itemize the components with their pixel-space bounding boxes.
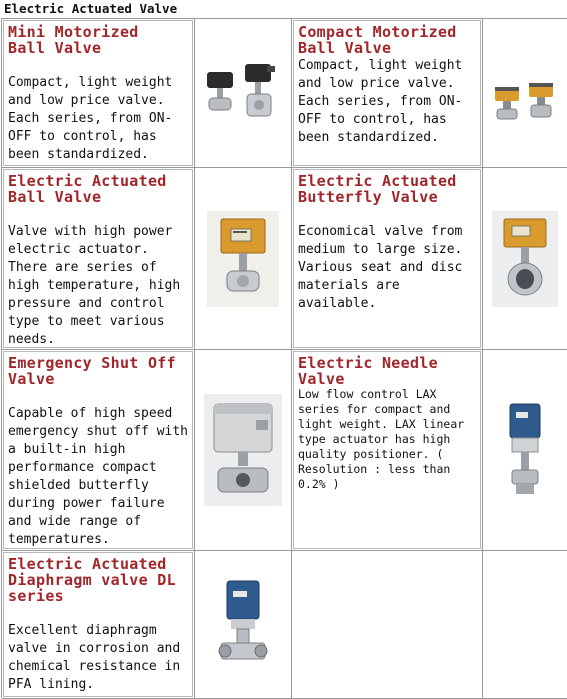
empty-cell xyxy=(292,551,483,699)
product-cell-electric-needle-valve xyxy=(292,350,483,551)
needle-valve-image xyxy=(500,400,550,500)
product-cell-compact-motorized-ball-valve xyxy=(292,19,483,168)
compact-ball-valve-image xyxy=(491,81,559,125)
product-title: Electric Actuated Diaphragm valve DL series xyxy=(8,555,176,605)
butterfly-valve-image xyxy=(492,211,558,307)
empty-cell xyxy=(483,551,567,699)
product-image-cell xyxy=(195,350,292,551)
product-description: Excellent diaphragm valve in corrosion and chemical resistance in PFA lining. xyxy=(8,623,181,692)
product-title: Compact Motorized Ball Valve xyxy=(298,23,457,57)
product-image-cell xyxy=(483,19,567,168)
product-image-cell xyxy=(195,19,292,168)
product-image-cell xyxy=(195,551,292,699)
product-image-cell xyxy=(483,350,567,551)
product-title: Electric Actuated Butterfly Valve xyxy=(298,172,457,206)
product-cell-emergency-shut-off-valve xyxy=(2,350,195,551)
product-description: Low flow control LAX series for compact and light weight. LAX linear type actuator has high quality positioner. ( Resolution : less than 0.2% ) xyxy=(298,387,465,491)
product-cell-mini-motorized-ball-valve xyxy=(2,19,195,168)
product-title: Electric Actuated Ball Valve xyxy=(8,172,167,206)
product-description: Compact, light weight and low price valve. Each series, from ON-OFF to control, has been standardized. xyxy=(8,75,173,162)
product-title: Electric Needle Valve xyxy=(298,354,438,388)
product-table xyxy=(1,18,567,698)
shut-off-valve-image xyxy=(204,394,282,506)
product-description: Compact, light weight and low price valve. Each series, from ON-OFF to control, has been standardized. xyxy=(298,58,463,145)
product-description: Capable of high speed emergency shut off with a built-in high performance compact shielded butterfly during power failure and wide range of temperatures. xyxy=(8,406,189,547)
product-description: Economical valve from medium to large size. Various seat and disc materials are available. xyxy=(298,224,463,311)
product-image-cell xyxy=(195,168,292,350)
electric-ball-valve-image xyxy=(207,211,279,307)
product-title: Mini Motorized Ball Valve xyxy=(8,23,139,57)
product-title: Emergency Shut Off Valve xyxy=(8,354,176,388)
product-image-cell xyxy=(483,168,567,350)
page-title: Electric Actuated Valve xyxy=(4,1,178,16)
diaphragm-valve-image xyxy=(215,575,271,675)
product-cell-electric-actuated-diaphragm-valve xyxy=(2,551,195,699)
mini-ball-valve-image xyxy=(203,58,283,128)
product-cell-electric-actuated-ball-valve xyxy=(2,168,195,350)
product-cell-electric-actuated-butterfly-valve xyxy=(292,168,483,350)
product-description: Valve with high power electric actuator. There are series of high temperature, high pressure and control type to meet various needs. xyxy=(8,224,181,347)
